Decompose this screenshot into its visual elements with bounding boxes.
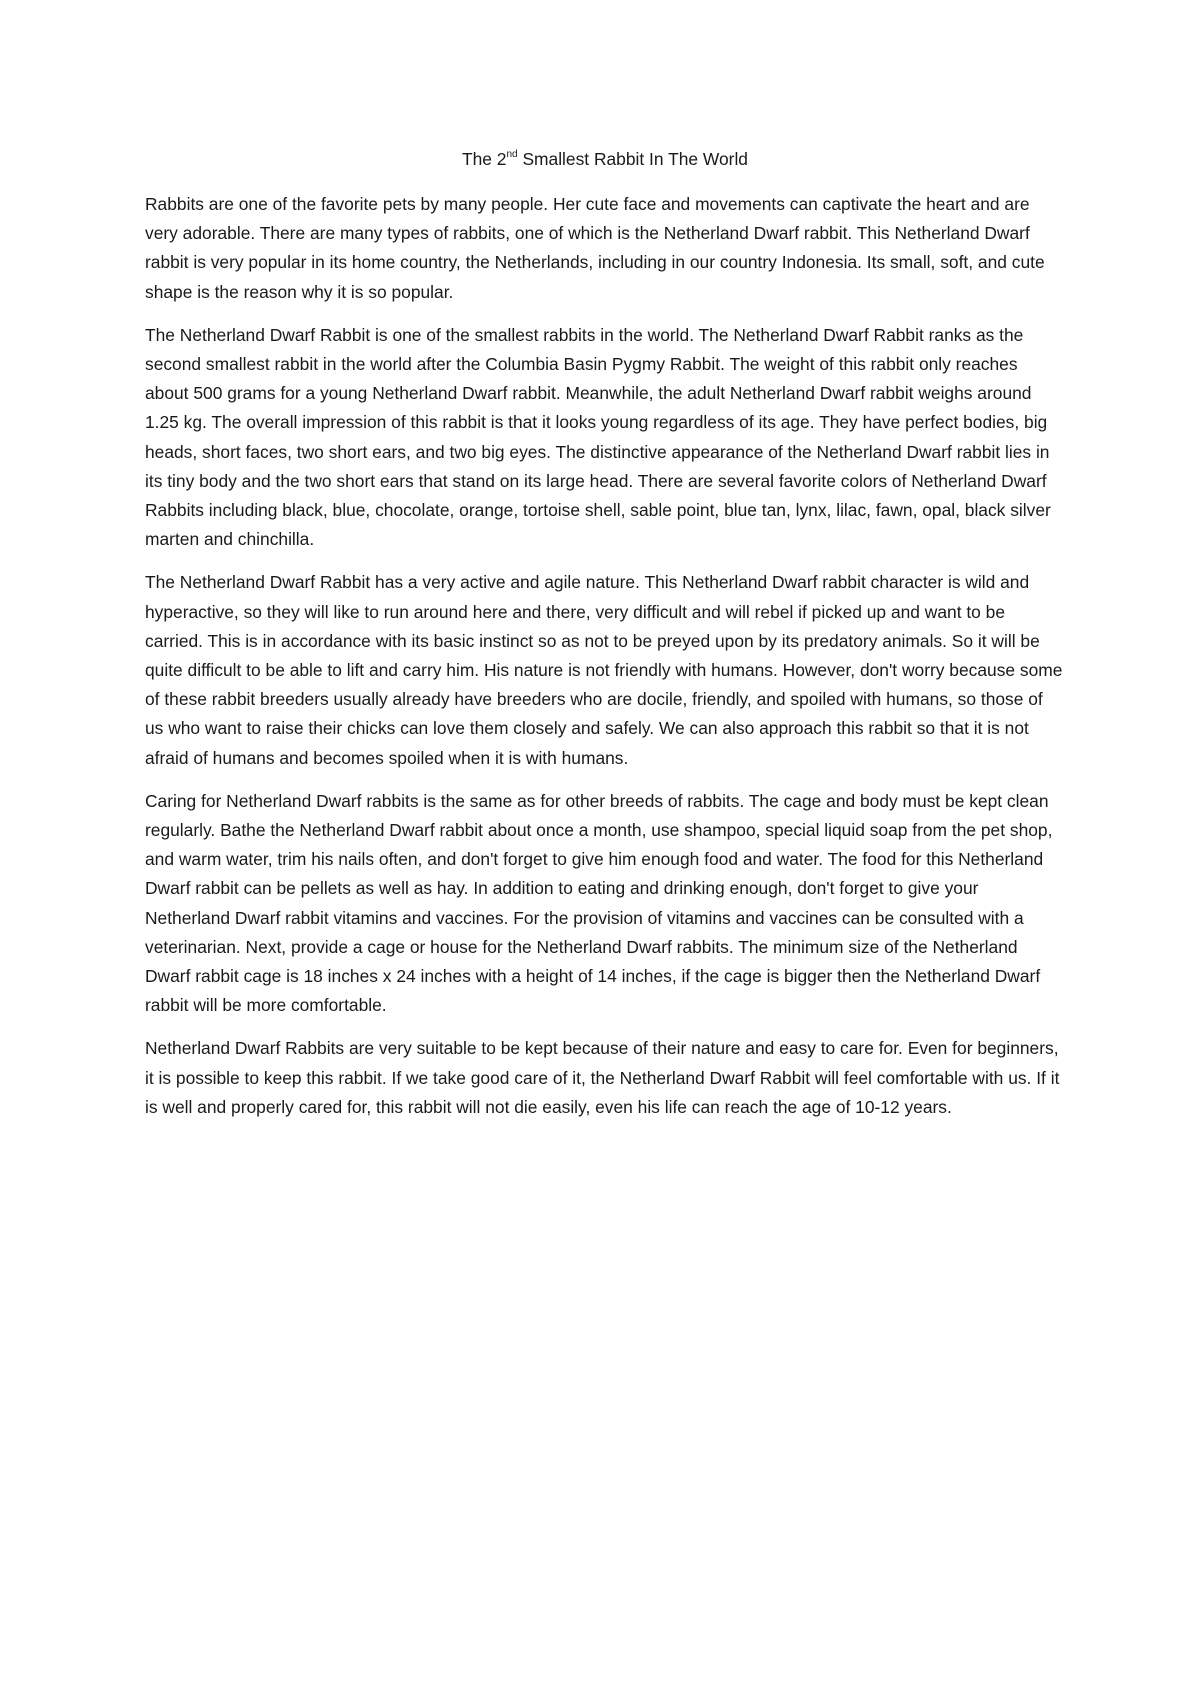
paragraph-3: The Netherland Dwarf Rabbit has a very active and agile nature. This Netherland Dwarf rabbit character is wild and hyperactive, so they will like to run around here and there, very difficult and will rebel if picked up and want to be carried. This is in accordance with its basic instinct so as not to be preyed upon by its predatory animals. So it will be quite difficult to be able to lift and carry him. His nature is not friendly with humans. However, don't worry because some of these rabbit breeders usually already have breeders who are docile, friendly, and spoiled with humans, so those of us who want to raise their chicks can love them closely and safely. We can also approach this rabbit so that it is not afraid of humans and becomes spoiled when it is with humans. [145,572,1063,768]
document-body [145,145,1065,1136]
title-text-start: The 2 [462,149,507,169]
paragraph-1: Rabbits are one of the favorite pets by many people. Her cute face and movements can captivate the heart and are very adorable. There are many types of rabbits, one of which is the Netherland Dwarf rabbit. This Netherland Dwarf rabbit is very popular in its home country, the Netherlands, including in our country Indonesia. Its small, soft, and cute shape is the reason why it is so popular. [145,194,1045,302]
paragraph-2: The Netherland Dwarf Rabbit is one of the smallest rabbits in the world. The Netherland Dwarf Rabbit ranks as the second smallest rabbit in the world after the Columbia Basin Pygmy Rabbit. The weight of this rabbit only reaches about 500 grams for a young Netherland Dwarf rabbit. Meanwhile, the adult Netherland Dwarf rabbit weighs around 1.25 kg. The overall impression of this rabbit is that it looks young regardless of its age. They have perfect bodies, big heads, short faces, two short ears, and two big eyes. The distinctive appearance of the Netherland Dwarf rabbit lies in its tiny body and the two short ears that stand on its large head. There are several favorite colors of Netherland Dwarf Rabbits including black, blue, chocolate, orange, tortoise shell, sable point, blue tan, lynx, lilac, fawn, opal, black silver marten and chinchilla. [145,324,1051,550]
paragraph-5: Netherland Dwarf Rabbits are very suitable to be kept because of their nature and easy to care for. Even for beginners, it is possible to keep this rabbit. If we take good care of it, the Netherland Dwarf Rabbit will feel comfortable with us. If it is well and properly cared for, this rabbit will not die easily, even his life can reach the age of 10-12 years. [145,1038,1060,1117]
title-superscript: nd [506,149,518,161]
title-text-end: Smallest Rabbit In The World [517,149,748,169]
paragraph-4: Caring for Netherland Dwarf rabbits is the same as for other breeds of rabbits. The cage and body must be kept clean regularly. Bathe the Netherland Dwarf rabbit about once a month, use shampoo, special liquid soap from the pet shop, and warm water, trim his nails often, and don't forget to give him enough food and water. The food for this Netherland Dwarf rabbit can be pellets as well as hay. In addition to eating and drinking enough, don't forget to give your Netherland Dwarf rabbit vitamins and vaccines. For the provision of vitamins and vaccines can be consulted with a veterinarian. Next, provide a cage or house for the Netherland Dwarf rabbits. The minimum size of the Netherland Dwarf rabbit cage is 18 inches x 24 inches with a height of 14 inches, if the cage is bigger then the Netherland Dwarf rabbit will be more comfortable. [145,790,1053,1016]
document-title [145,145,1065,174]
